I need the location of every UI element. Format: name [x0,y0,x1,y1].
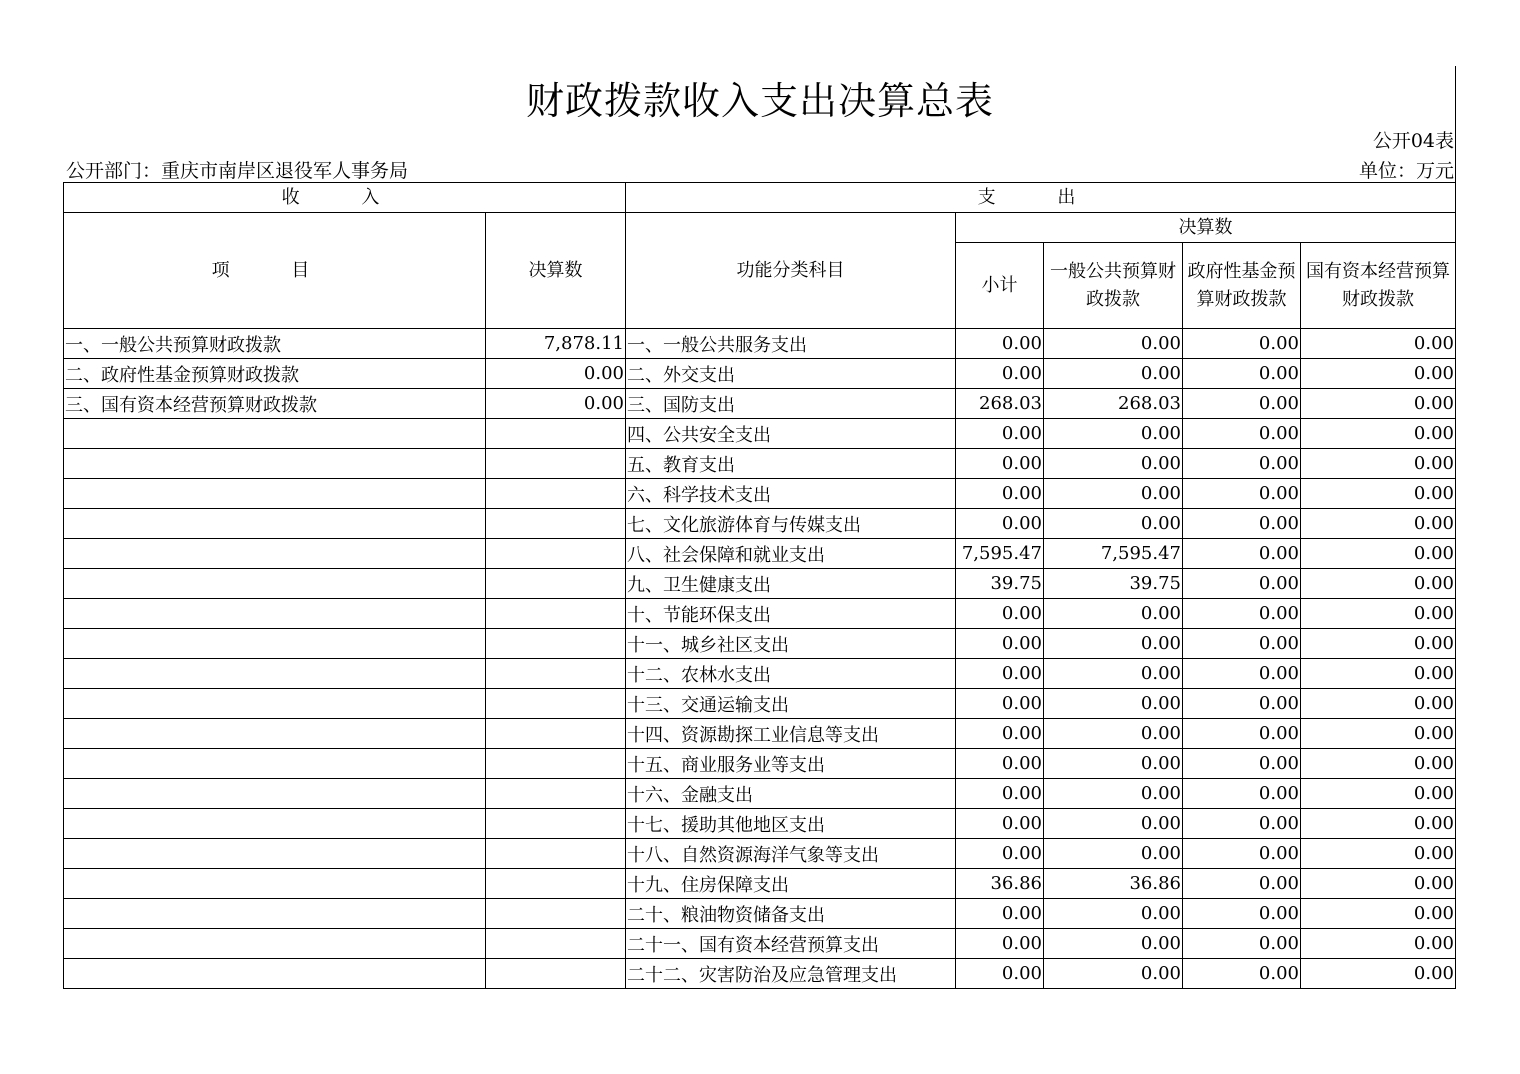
income-item-cell [64,779,486,809]
table-row [64,809,1456,839]
income-amount-cell [486,479,626,509]
final-amount-header: 决算数 [956,213,1456,243]
general-budget-cell: 39.75 [1044,569,1183,599]
page-title: 财政拨款收入支出决算总表 [525,79,994,123]
subtotal-cell: 0.00 [956,719,1044,749]
subtotal-cell: 0.00 [956,509,1044,539]
state-capital-cell: 0.00 [1301,479,1456,509]
subtotal-cell: 36.86 [956,869,1044,899]
subtotal-cell: 0.00 [956,809,1044,839]
state-capital-cell: 0.00 [1301,359,1456,389]
income-amount-cell [486,569,626,599]
state-capital-cell: 0.00 [1301,929,1456,959]
state-capital-cell: 0.00 [1301,749,1456,779]
department-label: 公开部门：重庆市南岸区退役军人事务局 [66,160,409,182]
state-capital-cell: 0.00 [1301,719,1456,749]
general-budget-cell: 0.00 [1044,659,1183,689]
subtotal-cell: 7,595.47 [956,539,1044,569]
income-item-cell [64,809,486,839]
state-capital-cell: 0.00 [1301,389,1456,419]
expense-item-cell: 十二、农林水支出 [626,659,956,689]
state-capital-cell: 0.00 [1301,689,1456,719]
income-item-cell [64,419,486,449]
general-budget-cell: 0.00 [1044,929,1183,959]
gov-fund-cell: 0.00 [1183,749,1301,779]
general-budget-cell: 0.00 [1044,599,1183,629]
income-amount-cell [486,899,626,929]
general-budget-cell: 7,595.47 [1044,539,1183,569]
income-amount-cell [486,809,626,839]
subtotal-cell: 0.00 [956,749,1044,779]
table-row [64,449,1456,479]
subtotal-cell: 0.00 [956,929,1044,959]
table-row [64,839,1456,869]
income-amount-cell [486,599,626,629]
state-capital-cell: 0.00 [1301,809,1456,839]
table-row [64,779,1456,809]
gov-fund-cell: 0.00 [1183,569,1301,599]
table-row [64,599,1456,629]
income-item-cell [64,659,486,689]
table-row [64,479,1456,509]
gov-fund-cell: 0.00 [1183,689,1301,719]
table-row [64,329,1456,359]
state-capital-cell: 0.00 [1301,869,1456,899]
expense-item-cell: 十四、资源勘探工业信息等支出 [626,719,956,749]
income-item-cell [64,749,486,779]
expense-item-cell: 二十一、国有资本经营预算支出 [626,929,956,959]
income-amount-cell [486,929,626,959]
table-row [64,419,1456,449]
general-budget-cell: 0.00 [1044,689,1183,719]
state-capital-header: 国有资本经营预算财政拨款 [1301,243,1456,329]
income-item-cell [64,479,486,509]
income-item-cell: 二、政府性基金预算财政拨款 [64,359,486,389]
subtotal-cell: 0.00 [956,959,1044,989]
item-header: 项 目 [64,213,486,329]
subtotal-cell: 0.00 [956,449,1044,479]
income-item-cell [64,839,486,869]
expense-item-cell: 二十二、灾害防治及应急管理支出 [626,959,956,989]
gov-fund-cell: 0.00 [1183,419,1301,449]
income-item-cell [64,599,486,629]
income-amount-cell [486,509,626,539]
subtotal-cell: 0.00 [956,899,1044,929]
subtotal-cell: 39.75 [956,569,1044,599]
income-amount-cell [486,689,626,719]
expense-item-cell: 十五、商业服务业等支出 [626,749,956,779]
income-amount-cell: 0.00 [486,359,626,389]
expense-item-cell: 十八、自然资源海洋气象等支出 [626,839,956,869]
expense-item-cell: 九、卫生健康支出 [626,569,956,599]
subtotal-cell: 0.00 [956,779,1044,809]
state-capital-cell: 0.00 [1301,419,1456,449]
income-item-cell [64,959,486,989]
gov-fund-cell: 0.00 [1183,599,1301,629]
income-item-cell: 三、国有资本经营预算财政拨款 [64,389,486,419]
income-amount-cell: 7,878.11 [486,329,626,359]
general-budget-cell: 0.00 [1044,329,1183,359]
income-amount-cell [486,959,626,989]
state-capital-cell: 0.00 [1301,509,1456,539]
subtotal-cell: 0.00 [956,359,1044,389]
general-budget-header: 一般公共预算财政拨款 [1044,243,1183,329]
general-budget-cell: 0.00 [1044,839,1183,869]
table-row [64,899,1456,929]
income-amount-cell [486,539,626,569]
state-capital-cell: 0.00 [1301,629,1456,659]
state-capital-cell: 0.00 [1301,839,1456,869]
income-item-cell [64,509,486,539]
subtotal-cell: 0.00 [956,629,1044,659]
income-item-cell [64,719,486,749]
income-item-cell [64,629,486,659]
expense-item-cell: 二十、粮油物资储备支出 [626,899,956,929]
gov-fund-cell: 0.00 [1183,389,1301,419]
table-row [64,509,1456,539]
expense-header: 支 出 [626,183,1456,213]
general-budget-cell: 0.00 [1044,479,1183,509]
gov-fund-cell: 0.00 [1183,839,1301,869]
income-amount-cell: 0.00 [486,389,626,419]
general-budget-cell: 0.00 [1044,959,1183,989]
income-item-cell [64,569,486,599]
income-amount-cell [486,449,626,479]
table-row [64,719,1456,749]
gov-fund-cell: 0.00 [1183,929,1301,959]
income-amount-cell [486,719,626,749]
general-budget-cell: 0.00 [1044,809,1183,839]
general-budget-cell: 0.00 [1044,779,1183,809]
table-row [64,929,1456,959]
gov-fund-cell: 0.00 [1183,449,1301,479]
gov-fund-cell: 0.00 [1183,959,1301,989]
expense-item-cell: 十九、住房保障支出 [626,869,956,899]
subtotal-cell: 0.00 [956,599,1044,629]
gov-fund-cell: 0.00 [1183,359,1301,389]
general-budget-cell: 0.00 [1044,629,1183,659]
income-item-cell [64,929,486,959]
income-item-cell [64,449,486,479]
state-capital-cell: 0.00 [1301,959,1456,989]
table-row [64,869,1456,899]
state-capital-cell: 0.00 [1301,599,1456,629]
general-budget-cell: 0.00 [1044,899,1183,929]
expense-item-cell: 十三、交通运输支出 [626,689,956,719]
gov-fund-cell: 0.00 [1183,869,1301,899]
expense-item-cell: 十、节能环保支出 [626,599,956,629]
state-capital-cell: 0.00 [1301,779,1456,809]
expense-item-cell: 十七、援助其他地区支出 [626,809,956,839]
expense-item-cell: 四、公共安全支出 [626,419,956,449]
general-budget-cell: 0.00 [1044,449,1183,479]
table-row [64,569,1456,599]
expense-item-cell: 十六、金融支出 [626,779,956,809]
table-row [64,749,1456,779]
income-item-cell [64,899,486,929]
general-budget-cell: 0.00 [1044,509,1183,539]
general-budget-cell: 0.00 [1044,359,1183,389]
expense-item-cell: 五、教育支出 [626,449,956,479]
func-class-header: 功能分类科目 [626,213,956,329]
gov-fund-cell: 0.00 [1183,659,1301,689]
subtotal-cell: 0.00 [956,479,1044,509]
state-capital-cell: 0.00 [1301,449,1456,479]
form-number: 公开04表 [1372,130,1454,152]
expense-item-cell: 三、国防支出 [626,389,956,419]
income-amount-cell [486,869,626,899]
income-amount-cell [486,749,626,779]
gov-fund-cell: 0.00 [1183,809,1301,839]
amount-header: 决算数 [486,213,626,329]
general-budget-cell: 36.86 [1044,869,1183,899]
expense-item-cell: 二、外交支出 [626,359,956,389]
subtotal-cell: 0.00 [956,329,1044,359]
income-item-cell: 一、一般公共预算财政拨款 [64,329,486,359]
state-capital-cell: 0.00 [1301,569,1456,599]
subtotal-cell: 268.03 [956,389,1044,419]
gov-fund-cell: 0.00 [1183,629,1301,659]
income-amount-cell [486,629,626,659]
table-row [64,389,1456,419]
table-row [64,359,1456,389]
table-row [64,659,1456,689]
gov-fund-cell: 0.00 [1183,509,1301,539]
unit-label: 单位：万元 [1358,160,1454,182]
subtotal-header: 小计 [956,243,1044,329]
general-budget-cell: 0.00 [1044,419,1183,449]
subtotal-cell: 0.00 [956,839,1044,869]
expense-item-cell: 一、一般公共服务支出 [626,329,956,359]
income-amount-cell [486,779,626,809]
income-amount-cell [486,419,626,449]
page-edge-line [1455,66,1456,184]
table-row [64,539,1456,569]
general-budget-cell: 268.03 [1044,389,1183,419]
general-budget-cell: 0.00 [1044,749,1183,779]
state-capital-cell: 0.00 [1301,329,1456,359]
income-item-cell [64,869,486,899]
table-row [64,689,1456,719]
general-budget-cell: 0.00 [1044,719,1183,749]
income-amount-cell [486,839,626,869]
expense-item-cell: 六、科学技术支出 [626,479,956,509]
expense-item-cell: 八、社会保障和就业支出 [626,539,956,569]
gov-fund-cell: 0.00 [1183,539,1301,569]
gov-fund-header: 政府性基金预算财政拨款 [1183,243,1301,329]
expense-item-cell: 十一、城乡社区支出 [626,629,956,659]
table-row [64,959,1456,989]
subtotal-cell: 0.00 [956,689,1044,719]
subtotal-cell: 0.00 [956,659,1044,689]
gov-fund-cell: 0.00 [1183,779,1301,809]
gov-fund-cell: 0.00 [1183,719,1301,749]
gov-fund-cell: 0.00 [1183,899,1301,929]
income-item-cell [64,689,486,719]
income-amount-cell [486,659,626,689]
gov-fund-cell: 0.00 [1183,479,1301,509]
subtotal-cell: 0.00 [956,419,1044,449]
table-row [64,629,1456,659]
state-capital-cell: 0.00 [1301,899,1456,929]
income-header: 收 入 [64,183,626,213]
income-item-cell [64,539,486,569]
expense-item-cell: 七、文化旅游体育与传媒支出 [626,509,956,539]
final-accounts-table [63,182,1456,989]
state-capital-cell: 0.00 [1301,659,1456,689]
state-capital-cell: 0.00 [1301,539,1456,569]
gov-fund-cell: 0.00 [1183,329,1301,359]
